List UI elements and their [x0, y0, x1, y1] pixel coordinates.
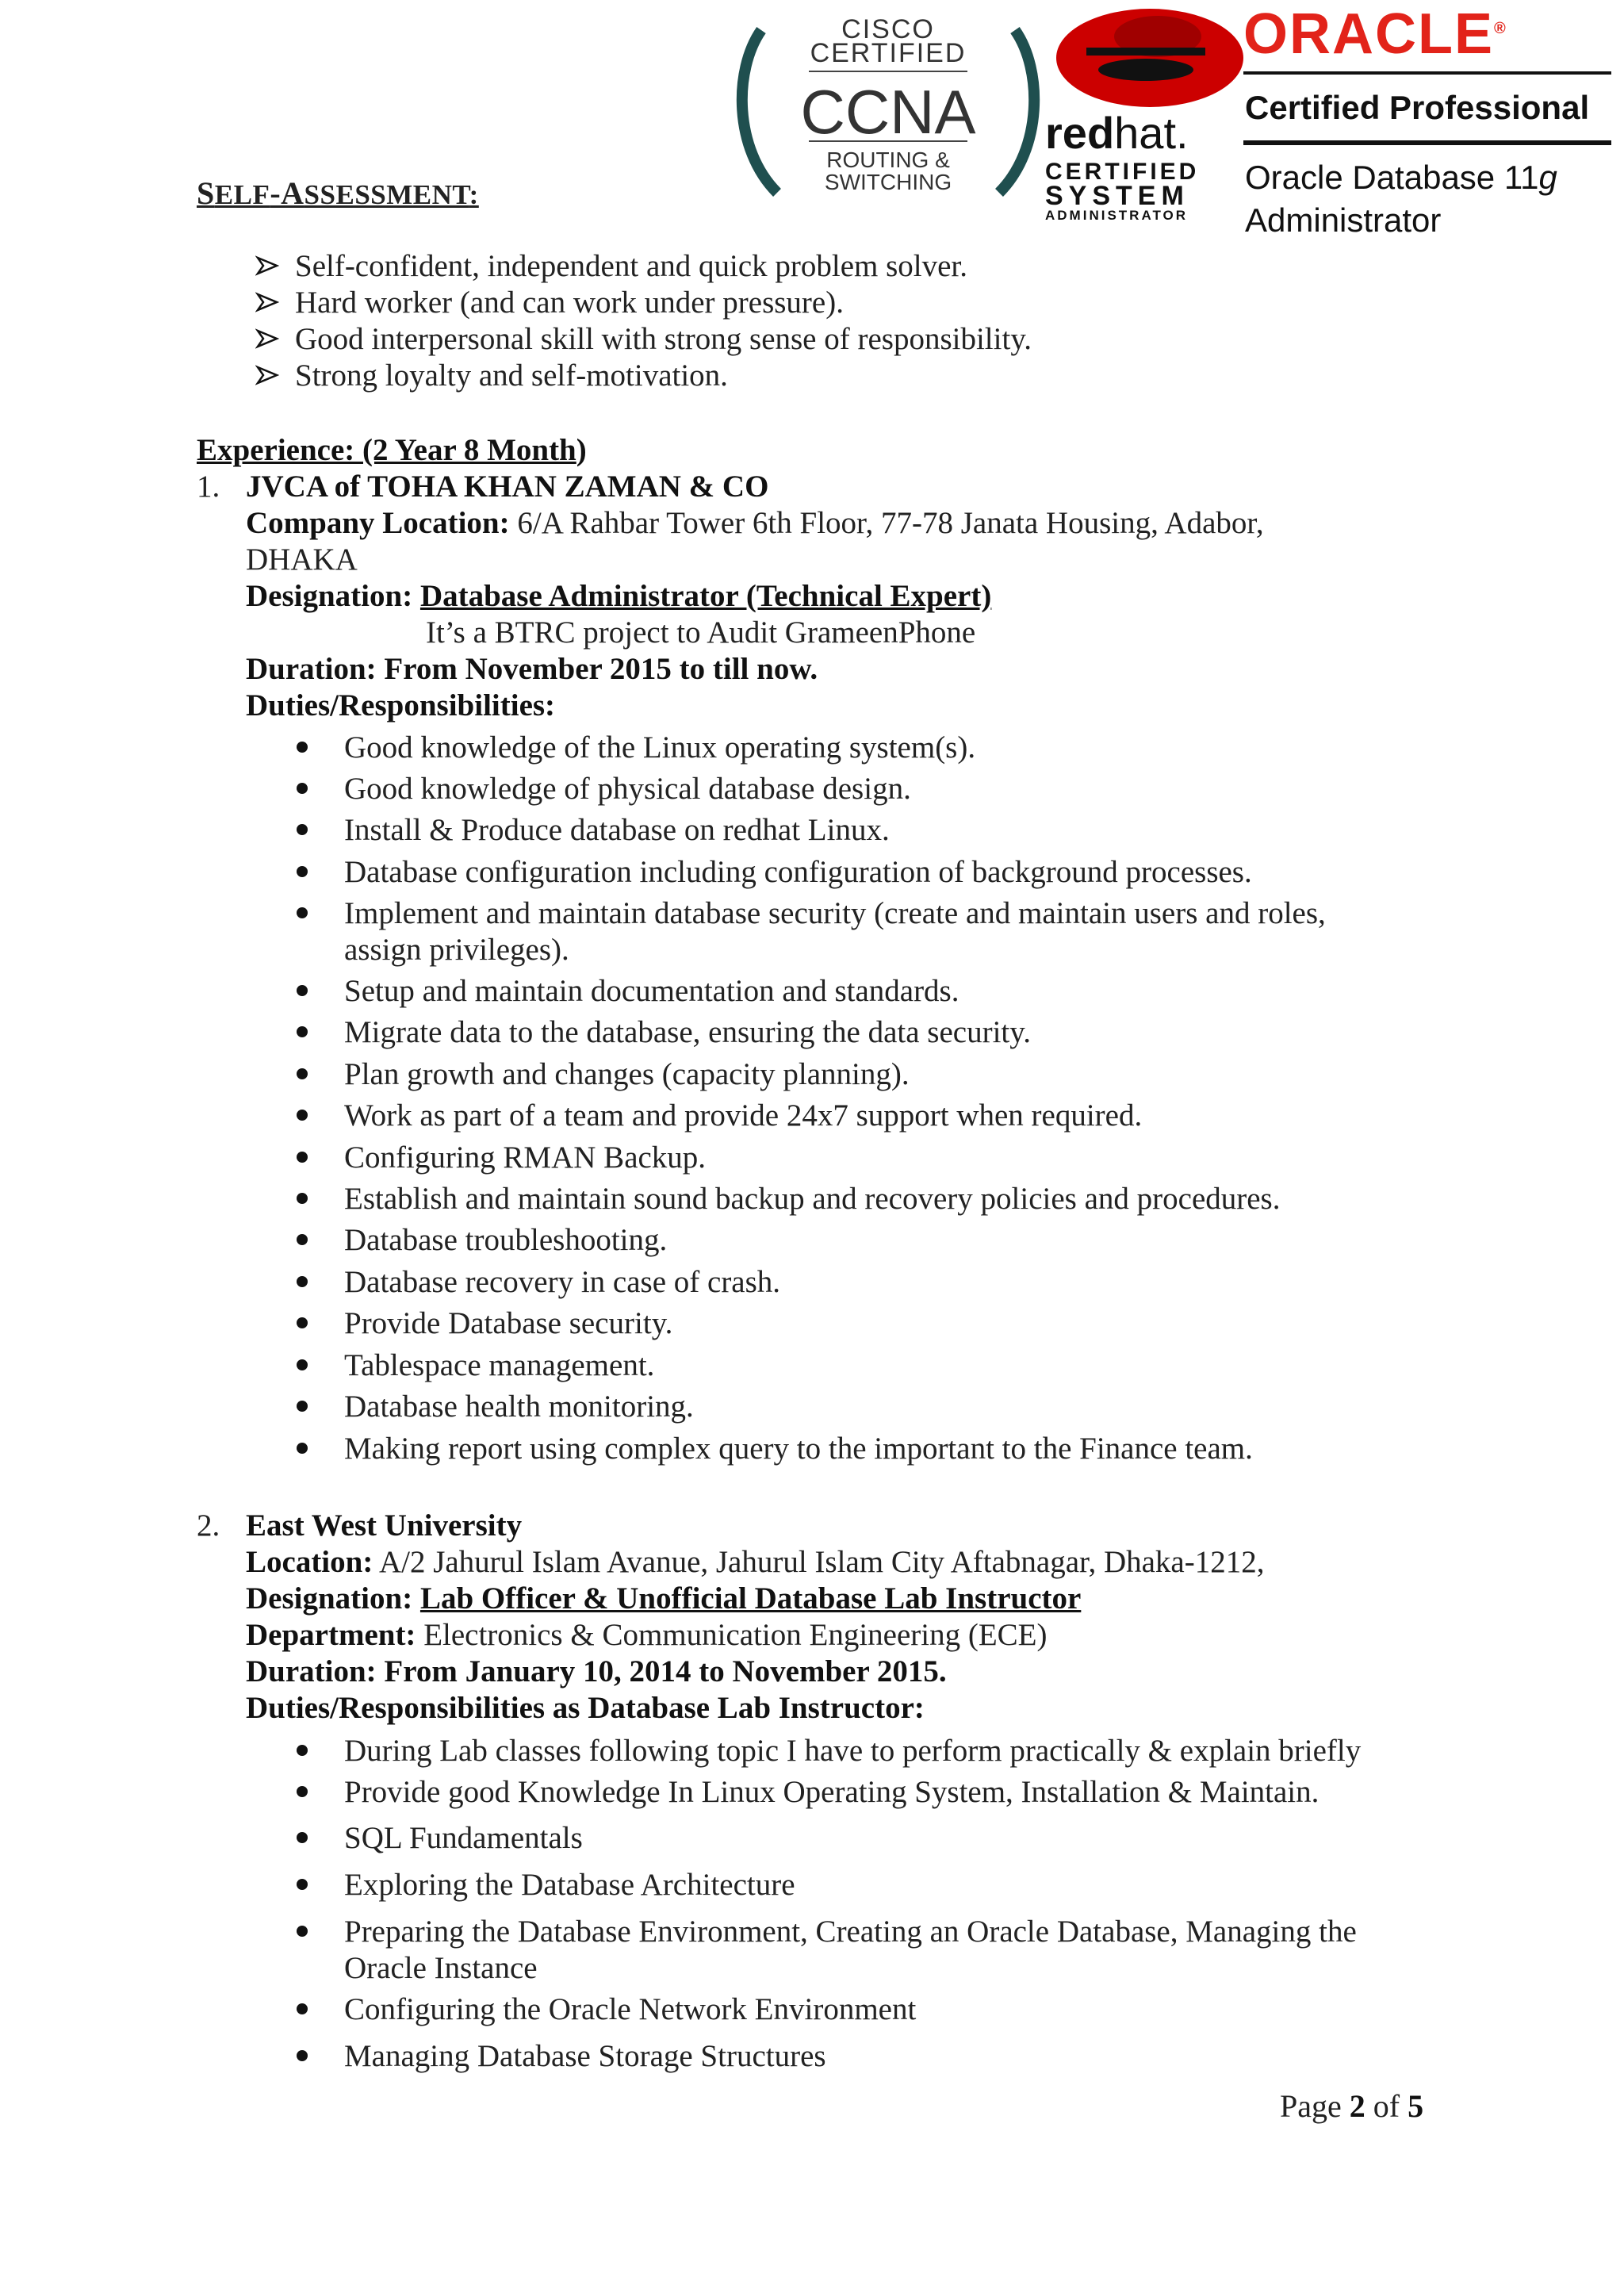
duty-item: Provide Database security.	[344, 1306, 673, 1340]
cisco-sub2: SWITCHING	[824, 170, 952, 194]
redhat-cert-line2: SYSTEM	[1045, 181, 1189, 211]
bullet-dot-icon	[297, 1026, 308, 1037]
oracle-rule-bottom	[1243, 140, 1611, 145]
bullet-dot-icon	[297, 1110, 308, 1121]
job-company: East West University	[246, 1508, 523, 1543]
bullet-dot-icon	[297, 866, 308, 877]
bullet-dot-icon	[297, 1832, 308, 1843]
duty-item: Database recovery in case of crash.	[344, 1265, 781, 1299]
cisco-line2: CERTIFIED	[810, 38, 967, 68]
bullet-dot-icon	[297, 1443, 308, 1454]
bullet-dot-icon	[297, 907, 308, 918]
self-assessment-item: Strong loyalty and self-motivation.	[295, 358, 728, 393]
bullet-dot-icon	[297, 1401, 308, 1412]
self-assessment-item: Good interpersonal skill with strong sense of responsibility.	[295, 322, 1032, 356]
duty-item: Establish and maintain sound backup and recovery policies and procedures.	[344, 1182, 1281, 1216]
self-assessment-heading: SELF-ASSESSMENT:	[197, 175, 479, 211]
duty-item: Provide good Knowledge In Linux Operating System, Installation & Maintain.	[344, 1775, 1320, 1809]
duty-item: Database health monitoring.	[344, 1389, 694, 1424]
self-assessment-item: Hard worker (and can work under pressure).	[295, 286, 844, 320]
arrow-bullet-icon	[255, 290, 279, 314]
job-department: Department: Electronics & Communication Engineering (ECE)	[246, 1618, 1048, 1652]
bullet-dot-icon	[297, 2003, 308, 2014]
cisco-sub1: ROUTING &	[826, 148, 950, 172]
duty-item: During Lab classes following topic I have to perform practically & explain briefly	[344, 1734, 1362, 1768]
bullet-dot-icon	[297, 783, 308, 794]
bullet-dot-icon	[297, 1745, 308, 1756]
duty-item: Migrate data to the database, ensuring the data security.	[344, 1015, 1031, 1049]
redhat-shadowman-icon	[1039, 6, 1245, 117]
job-duties-heading: Duties/Responsibilities:	[246, 688, 556, 723]
bullet-dot-icon	[297, 1359, 308, 1370]
duty-item: Database configuration including configuration of background processes.	[344, 855, 1252, 889]
job-number: 2.	[197, 1508, 220, 1543]
job-company: JVCA of TOHA KHAN ZAMAN & CO	[246, 470, 769, 504]
bullet-dot-icon	[297, 2050, 308, 2061]
job-location: Location: A/2 Jahurul Islam Avanue, Jahurul Islam City Aftabnagar, Dhaka-1212,	[246, 1545, 1265, 1579]
bullet-dot-icon	[297, 1193, 308, 1204]
bullet-dot-icon	[297, 1879, 308, 1890]
job-duration: Duration: From November 2015 to till now.	[246, 652, 818, 686]
duty-item: Configuring RMAN Backup.	[344, 1140, 707, 1175]
duty-item: Plan growth and changes (capacity planning).	[344, 1057, 910, 1091]
duty-item: Making report using complex query to the important to the Finance team.	[344, 1432, 1253, 1466]
oracle-wordmark: ORACLE®	[1243, 2, 1507, 66]
cisco-line1: CISCO	[841, 14, 935, 44]
arrow-bullet-icon	[255, 254, 279, 278]
job-project-note: It’s a BTRC project to Audit GrameenPhone	[426, 615, 976, 650]
bullet-dot-icon	[297, 985, 308, 996]
duty-item: Implement and maintain database security (create and maintain users and roles,	[344, 896, 1326, 930]
duty-item: Tablespace management.	[344, 1348, 655, 1382]
duty-item: Work as part of a team and provide 24x7 support when required.	[344, 1098, 1143, 1133]
duty-item-cont: assign privileges).	[344, 933, 569, 967]
bullet-dot-icon	[297, 1317, 308, 1328]
job-designation: Designation: Database Administrator (Technical Expert)	[246, 579, 992, 613]
duty-item: Database troubleshooting.	[344, 1223, 668, 1257]
arrow-bullet-icon	[255, 327, 279, 351]
bullet-dot-icon	[297, 742, 308, 753]
redhat-cert-line3: ADMINISTRATOR	[1045, 208, 1189, 223]
experience-heading: Experience: (2 Year 8 Month)	[197, 433, 587, 467]
redhat-hat: hat.	[1114, 108, 1189, 158]
duty-item: Configuring the Oracle Network Environment	[344, 1992, 917, 2026]
redhat-red: red	[1045, 108, 1115, 158]
redhat-cert-line1: CERTIFIED	[1045, 159, 1200, 185]
bullet-dot-icon	[297, 1276, 308, 1287]
oracle-db-line: Oracle Database 11g	[1245, 159, 1557, 196]
cisco-ccna-logo	[730, 14, 1047, 205]
duty-item: Exploring the Database Architecture	[344, 1868, 795, 1902]
bullet-dot-icon	[297, 1234, 308, 1245]
duty-item: Managing Database Storage Structures	[344, 2039, 826, 2073]
redhat-logo	[1039, 6, 1245, 223]
bullet-dot-icon	[297, 1068, 308, 1079]
bullet-dot-icon	[297, 1152, 308, 1163]
oracle-cert-professional: Certified Professional	[1245, 89, 1590, 126]
job-duration: Duration: From January 10, 2014 to November 2015.	[246, 1654, 947, 1688]
bullet-dot-icon	[297, 1926, 308, 1937]
bullet-dot-icon	[297, 1786, 308, 1797]
bullet-dot-icon	[297, 824, 308, 835]
job-location-cont: DHAKA	[246, 542, 358, 577]
duty-item: SQL Fundamentals	[344, 1821, 583, 1855]
job-designation: Designation: Lab Officer & Unofficial Database Lab Instructor	[246, 1581, 1082, 1616]
oracle-certified-logo	[1243, 0, 1618, 246]
duty-item: Setup and maintain documentation and standards.	[344, 974, 959, 1008]
duty-item-cont: Oracle Instance	[344, 1951, 538, 1985]
oracle-role: Administrator	[1245, 201, 1442, 239]
arrow-bullet-icon	[255, 363, 279, 387]
redhat-wordmark	[1045, 108, 1189, 158]
duty-item: Good knowledge of the Linux operating system(s).	[344, 730, 976, 765]
page-number: Page 2 of 5	[1280, 2088, 1424, 2124]
duty-item: Good knowledge of physical database design.	[344, 772, 911, 806]
duty-item: Install & Produce database on redhat Linux.	[344, 813, 890, 847]
job-number: 1.	[197, 470, 220, 504]
job-duties-heading: Duties/Responsibilities as Database Lab Instructor:	[246, 1691, 925, 1725]
duty-item: Preparing the Database Environment, Creating an Oracle Database, Managing the	[344, 1915, 1357, 1949]
oracle-rule-top	[1243, 71, 1611, 75]
self-assessment-item: Self-confident, independent and quick problem solver.	[295, 249, 968, 283]
cisco-ccna: CCNA	[800, 77, 976, 147]
job-location: Company Location: 6/A Rahbar Tower 6th Floor, 77-78 Janata Housing, Adabor,	[246, 506, 1264, 540]
